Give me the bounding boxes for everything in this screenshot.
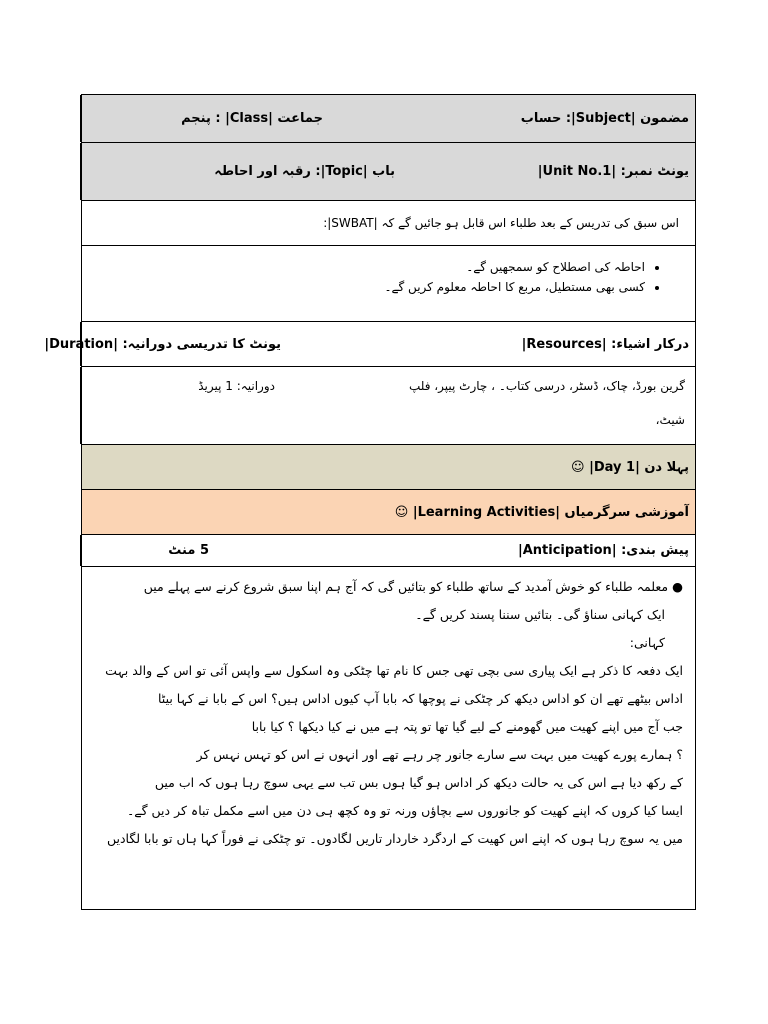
anticipation-time-cell (80, 535, 215, 566)
activities-cell (82, 490, 695, 534)
activities-row (82, 490, 695, 535)
story-line: جب آج میں اپنے کھیت میں گھومنے کے لیے گیا تھا تو پتہ ہے میں نے کیا دیکھا ؟ کیا بابا (251, 719, 683, 734)
unit-cell (407, 143, 695, 200)
resources-value-cell (287, 367, 695, 444)
anticipation-label-cell (215, 535, 695, 566)
topic-cell (80, 143, 407, 200)
story-line: میں یہ سوچ رہا ہوں کہ اپنے اس کھیت کے اردگرد خاردار تاریں لگادوں۔ تو چٹکی نے فوراً کہا ہاں تو بابا لگادیں (107, 831, 683, 846)
resources-header-row (44, 322, 695, 367)
anticipation-label: پیش بندی: |Anticipation| (517, 543, 689, 558)
story-line: ؟ ہمارے پورے کھیت میں بہت سے سارے جانور چر رہے تھے اور انہوں نے اس کو تہس نہس کر (196, 747, 683, 762)
resources-value-row (82, 367, 695, 445)
class-cell (80, 95, 407, 142)
topic-text: باب |Topic|: رقبہ اور احاطہ (214, 164, 395, 179)
objective-item: • کسی بھی مستطیل، مربع کا احاطہ معلوم کریں گے۔ (384, 280, 645, 294)
resources-label: درکار اشیاء: |Resources| (521, 336, 689, 352)
duration-value-cell (80, 367, 287, 444)
resources-value-line: شیٹ، (655, 413, 685, 427)
objectives-row (82, 246, 695, 322)
duration-label-cell (44, 322, 287, 366)
header-row-unit (82, 143, 695, 201)
subject-text: مضمون |Subject|: حساب (520, 111, 689, 126)
day-cell (82, 445, 695, 489)
header-row-subject (82, 95, 695, 143)
swbat-row (82, 201, 695, 246)
anticipation-row (82, 535, 695, 567)
objective-item: • احاطہ کی اصطلاح کو سمجھیں گے۔ (384, 260, 645, 274)
story-bullet: ● معلمہ طلباء کو خوش آمدید کے ساتھ طلباء کو بتائیں گی کہ آج ہم اپنا سبق شروع کرنے سے پہلے میں (143, 579, 683, 594)
subject-cell (407, 95, 695, 142)
objectives-list (384, 254, 667, 300)
day-row (82, 445, 695, 490)
lesson-plan-document (44, 94, 696, 910)
story-bullet-continuation: ایک کہانی سناؤ گی۔ بتائیں سننا پسند کریں گے۔ (415, 607, 665, 622)
unit-text: یونٹ نمبر: |Unit No.1| (537, 164, 689, 179)
story-heading: کہانی: (629, 635, 665, 650)
story-line: اداس بیٹھے تھے ان کو اداس دیکھ کر چٹکی نے پوچھا کہ بابا آپ کیوں اداس ہیں؟ اس کے بابا نے کہا بیٹا (157, 691, 683, 706)
duration-value: دورانیہ: 1 پیریڈ (198, 379, 275, 393)
day-label: پہلا دن |Day 1| ☺ (571, 459, 689, 475)
resources-label-cell (287, 322, 695, 366)
resources-value-line: گرین بورڈ، چاک، ڈسٹر، درسی کتاب۔ ، چارٹ پیپر، فلپ (408, 379, 685, 393)
duration-label: یونٹ کا تدریسی دورانیہ: |Duration| (44, 336, 281, 352)
story-line: ایک دفعہ کا ذکر ہے ایک پیاری سی بچی تھی جس کا نام تھا چٹکی وہ اسکول سے واپس آئی تو اس کے والد بہت (105, 663, 683, 678)
story-line: کے رکھ دیا ہے اس کی یہ حالت دیکھ کر اداس ہو گیا ہوں بس تب سے یہی سوچ رہا ہوں کہ اب میں (154, 775, 683, 790)
swbat-text: اس سبق کی تدریس کے بعد طلباء اس قابل ہو جائیں گے کہ |SWBAT|: (323, 216, 679, 230)
anticipation-time: 5 منٹ (168, 543, 209, 558)
story-section (82, 567, 695, 911)
story-line: ایسا کیا کروں کہ اپنے کھیت کو جانوروں سے بچاؤں ورنہ تو وہ کچھ ہی دن میں اسے مکمل تباہ کر دیں گے۔ (126, 803, 683, 818)
activities-label: آموزشی سرگرمیاں |Learning Activities| ☺ (394, 504, 689, 520)
class-text: جماعت |Class| : پنجم (181, 111, 323, 126)
